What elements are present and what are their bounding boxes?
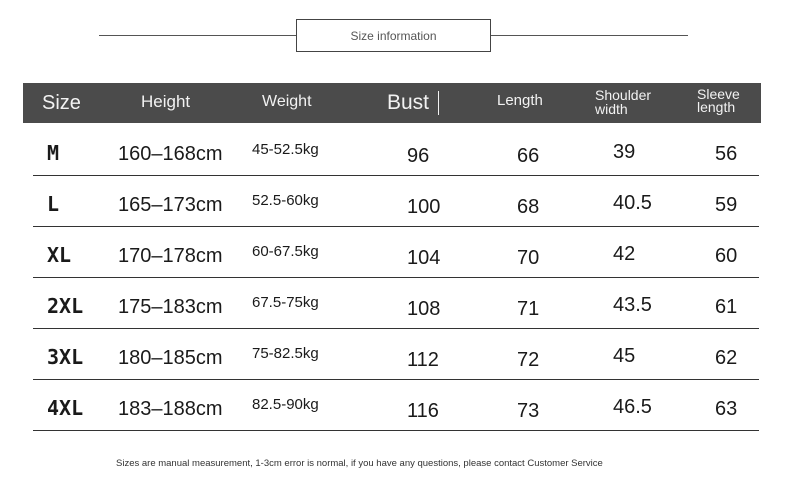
header-sleeve-line2: length (697, 99, 736, 115)
cell-sleeve: 62 (715, 347, 738, 369)
table-row (33, 278, 759, 329)
cell-sleeve: 63 (715, 398, 738, 420)
header-height: Height (141, 92, 191, 111)
cell-shoulder: 45 (613, 345, 636, 367)
cell-height: 165–173cm (118, 194, 223, 216)
header-shoulder-line2: width (595, 101, 628, 117)
cell-bust: 96 (407, 145, 430, 167)
cell-bust: 100 (407, 196, 441, 218)
cell-weight: 75-82.5kg (252, 345, 319, 362)
header-size: Size (42, 92, 81, 114)
header-bust: Bust (387, 91, 430, 114)
header-weight: Weight (262, 93, 312, 110)
cell-shoulder: 40.5 (613, 192, 652, 214)
cell-size: L (47, 192, 60, 216)
cell-sleeve: 60 (715, 245, 738, 267)
cell-sleeve: 61 (715, 296, 738, 318)
title-rule-left (99, 35, 296, 36)
cell-height: 175–183cm (118, 296, 223, 318)
cell-sleeve: 59 (715, 194, 738, 216)
cell-length: 72 (517, 349, 540, 371)
cell-height: 170–178cm (118, 245, 223, 267)
cell-length: 66 (517, 145, 540, 167)
cell-shoulder: 39 (613, 141, 636, 163)
cell-length: 70 (517, 247, 540, 269)
cell-size: M (47, 141, 60, 165)
header-length: Length (497, 92, 543, 109)
cell-weight: 60-67.5kg (252, 243, 319, 260)
table-header (23, 83, 761, 123)
page-title (296, 19, 491, 52)
cell-length: 68 (517, 196, 540, 218)
cell-bust: 116 (407, 400, 439, 422)
cell-weight: 67.5-75kg (252, 294, 319, 311)
cell-size: 3XL (47, 345, 84, 369)
cell-bust: 108 (407, 298, 441, 320)
header-shoulder-line1: Shoulder (595, 87, 652, 103)
cell-height: 160–168cm (118, 143, 223, 165)
cell-length: 73 (517, 400, 540, 422)
table-row (33, 329, 759, 380)
cell-shoulder: 42 (613, 243, 636, 265)
header-bust-divider (438, 91, 439, 115)
cell-size: XL (47, 243, 72, 267)
header-sleeve (697, 88, 740, 114)
cell-shoulder: 43.5 (613, 294, 652, 316)
header-shoulder (595, 88, 651, 116)
cell-bust: 112 (407, 349, 439, 371)
cell-height: 183–188cm (118, 398, 223, 420)
page-title-text: Size information (350, 28, 437, 43)
footnote: Sizes are manual measurement, 1-3cm error is normal, if you have any questions, please contact Customer Service (116, 458, 603, 469)
cell-bust: 104 (407, 247, 441, 269)
header-sleeve-line1: Sleeve (697, 86, 740, 102)
cell-sleeve: 56 (715, 143, 738, 165)
table-row (33, 227, 759, 278)
cell-weight: 82.5-90kg (252, 396, 319, 413)
cell-weight: 52.5-60kg (252, 192, 319, 209)
cell-height: 180–185cm (118, 347, 223, 369)
cell-size: 4XL (47, 396, 84, 420)
table-row (33, 380, 759, 431)
title-rule-right (491, 35, 688, 36)
cell-shoulder: 46.5 (613, 396, 652, 418)
cell-size: 2XL (47, 294, 84, 318)
cell-length: 71 (517, 298, 540, 320)
table-row (33, 176, 759, 227)
table-row (33, 125, 759, 176)
cell-weight: 45-52.5kg (252, 141, 319, 158)
